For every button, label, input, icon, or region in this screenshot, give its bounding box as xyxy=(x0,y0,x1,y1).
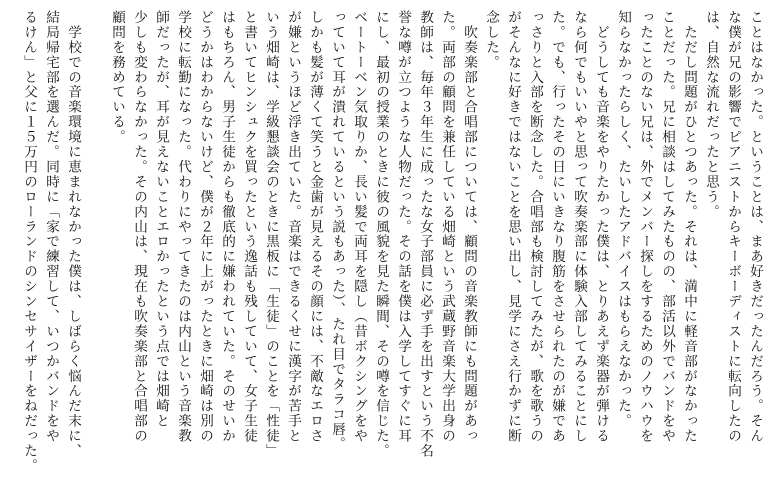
text-column: な僕が兄の影響でピアニストからキーボーディストに転向したの xyxy=(725,10,741,444)
text-column: た。両部の顧問を兼任している畑崎という武蔵野音楽大学出身の xyxy=(439,10,455,444)
text-column: ただし問題がひとつあった。それは、満中に軽音部がなかった xyxy=(681,10,697,444)
text-column: 誉な噂が立つような人物だった。その話を僕は入学してすぐに耳 xyxy=(395,10,411,444)
text-column: 教師は、毎年３年生に成ったな女子部員に必ず手を出すという不名 xyxy=(417,10,433,459)
text-column: 顧問を務めている。 xyxy=(109,10,125,145)
text-column: 知らなかったらしく、たいしたアドバイスはもらえなかった。 xyxy=(615,10,631,429)
text-column: るけん」と父に１５万円のローランドのシンセサイザーをねだった。 xyxy=(21,10,37,474)
text-column: た。でも、行ったその日にいきなり腹筋をさせられたのが嫌であ xyxy=(549,10,565,444)
text-column: ことだった。兄に相談はしてみたものの、部活以外でバンドをや xyxy=(659,10,675,444)
text-column: 念した。 xyxy=(483,10,499,70)
text-column: はもちろん、男子生徒からも徹底的に嫌われていた。そのせいか xyxy=(219,10,235,444)
text-column: 学校に転勤になった。代わりにやってきたのは内山という音楽教 xyxy=(175,10,191,444)
text-column: ことはなかった。ということは、まあ好きだったんだろう。そん xyxy=(747,10,763,444)
text-column: が嫌というほど浮き出ていた。音楽はできるくせに漢字が苦手と xyxy=(285,10,301,444)
text-column: 吹奏楽部と合唱部については、顧問の音楽教師にも問題があっ xyxy=(461,10,477,444)
text-column: がそんなに好きではないことを思い出し、見学にさえ行かずに断 xyxy=(505,10,521,444)
text-column: 結局帰宅部を選んだ。同時に「家で練習して、いつかバンドをや xyxy=(43,10,59,444)
text-column: いう畑崎は、学級懇談会のときに黒板に「生徒」のことを「性徒」 xyxy=(263,10,279,459)
text-column: っさりと入部を断念した。合唱部も検討してみたが、歌を歌うの xyxy=(527,10,543,444)
text-column: にし、最初の授業のときに彼の風貌を見た瞬間、その噂を信じた。 xyxy=(373,10,389,459)
text-column: しかも髪が薄くて笑うと金歯が見えるその顔には、不敵なエロさ xyxy=(307,10,323,444)
text-column: 少しも変わらなかった。その内山は、現在も吹奏楽部と合唱部の xyxy=(131,10,147,444)
text-column: 学校での音楽環境に恵まれなかった僕は、しばらく悩んだ末に、 xyxy=(65,10,81,459)
text-column: っていて耳が潰れているという説もあった）、たれ目でタラコ唇。 xyxy=(329,10,345,452)
text-column xyxy=(86,10,104,485)
text-column: 師だったが、耳が見えないことエロかったという点では畑崎と xyxy=(153,10,169,429)
text-column: は、自然な流れだったと思う。 xyxy=(703,10,719,220)
text-column: と書いてヒンシュクを買ったという逸話も残していて、女子生徒 xyxy=(241,10,257,444)
text-column: ベートーベン気取りか、長い髪で両耳を隠し（昔ボクシングをや xyxy=(351,10,367,444)
text-column: どうかはわからないけど、僕が２年に上がったときに畑崎は別の xyxy=(197,10,213,444)
text-column: ったことのない兄は、外でメンバー探しをするためのノウハウを xyxy=(637,10,653,444)
text-column: なら何でもいいやと思って吹奏楽部に体験入部してみることにし xyxy=(571,10,587,444)
text-column: どうしても音楽をやりたかった僕は、とりあえず楽器が弾ける xyxy=(593,10,609,444)
